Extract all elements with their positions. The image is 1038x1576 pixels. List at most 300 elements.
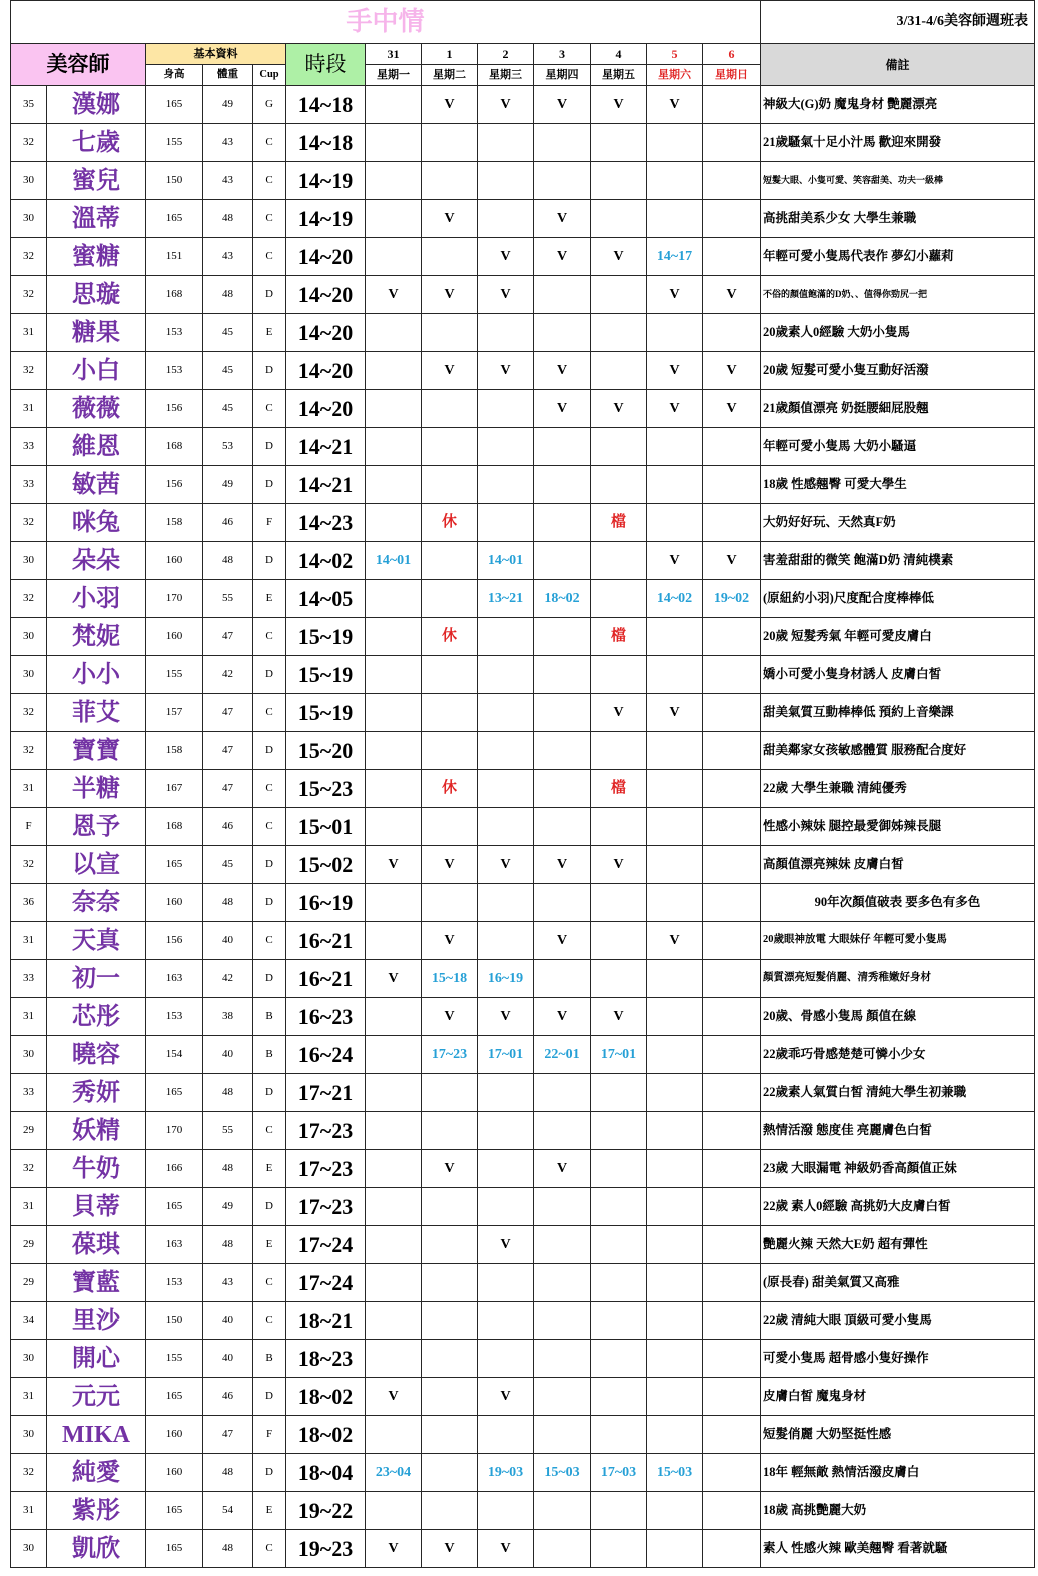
- note-text: 高挑甜美系少女 大學生兼職: [761, 200, 1035, 238]
- shift-cell: [534, 1492, 591, 1530]
- weight-value: 45: [203, 314, 253, 352]
- shift-cell: 17~03: [591, 1454, 647, 1492]
- note-text: 20歲素人0經驗 大奶小隻馬: [761, 314, 1035, 352]
- height-value: 165: [146, 200, 203, 238]
- beautician-name: 蜜糖: [47, 238, 146, 276]
- shift-cell: [703, 1036, 761, 1074]
- weight-value: 42: [203, 656, 253, 694]
- age-value: 32: [11, 352, 47, 390]
- cup-value: E: [253, 580, 286, 618]
- time-slot: 15~19: [286, 694, 366, 732]
- shift-cell: [366, 998, 422, 1036]
- shift-cell: [422, 1340, 478, 1378]
- weight-value: 48: [203, 1150, 253, 1188]
- beautician-name: 寶藍: [47, 1264, 146, 1302]
- column-header-date: 3: [534, 44, 591, 65]
- shift-cell: V: [422, 276, 478, 314]
- shift-cell: V: [366, 846, 422, 884]
- column-header-weekday: 星期四: [534, 65, 591, 86]
- shift-cell: [478, 922, 534, 960]
- age-value: 30: [11, 1036, 47, 1074]
- shift-cell: [422, 808, 478, 846]
- shift-cell: [647, 998, 703, 1036]
- height-value: 158: [146, 732, 203, 770]
- beautician-name: 元元: [47, 1378, 146, 1416]
- column-header-date: 31: [366, 44, 422, 65]
- shift-cell: [703, 428, 761, 466]
- shift-cell: [366, 656, 422, 694]
- shift-cell: V: [591, 846, 647, 884]
- height-value: 166: [146, 1150, 203, 1188]
- time-slot: 14~20: [286, 352, 366, 390]
- shift-cell: 19~02: [703, 580, 761, 618]
- shift-cell: V: [647, 276, 703, 314]
- time-slot: 15~23: [286, 770, 366, 808]
- beautician-name: 秀妍: [47, 1074, 146, 1112]
- beautician-name: 漢娜: [47, 86, 146, 124]
- shift-cell: [534, 504, 591, 542]
- shift-cell: [591, 1188, 647, 1226]
- shift-cell: [647, 618, 703, 656]
- time-slot: 17~23: [286, 1188, 366, 1226]
- shift-cell: [647, 1530, 703, 1568]
- height-value: 160: [146, 1454, 203, 1492]
- shift-cell: V: [422, 846, 478, 884]
- shift-cell: V: [478, 1378, 534, 1416]
- height-value: 165: [146, 846, 203, 884]
- cup-value: D: [253, 428, 286, 466]
- shift-cell: [591, 1492, 647, 1530]
- time-slot: 14~19: [286, 162, 366, 200]
- time-slot: 14~23: [286, 504, 366, 542]
- weight-value: 47: [203, 770, 253, 808]
- shift-cell: [366, 694, 422, 732]
- note-text: (原紐約小羽)尺度配合度棒棒低: [761, 580, 1035, 618]
- time-slot: 18~02: [286, 1416, 366, 1454]
- shift-cell: V: [647, 352, 703, 390]
- age-value: 31: [11, 922, 47, 960]
- note-text: 甜美鄰家女孩敏感體質 服務配合度好: [761, 732, 1035, 770]
- height-value: 165: [146, 1378, 203, 1416]
- shift-cell: [647, 1340, 703, 1378]
- shift-cell: [703, 656, 761, 694]
- shift-cell: [534, 732, 591, 770]
- shift-cell: [703, 504, 761, 542]
- column-header-notes: 備註: [761, 44, 1035, 86]
- shift-cell: V: [647, 542, 703, 580]
- note-text: 22歲乖巧骨感楚楚可憐小少女: [761, 1036, 1035, 1074]
- shift-cell: V: [478, 238, 534, 276]
- weight-value: 55: [203, 1112, 253, 1150]
- shift-cell: [478, 466, 534, 504]
- cup-value: D: [253, 466, 286, 504]
- shift-cell: [591, 1416, 647, 1454]
- shift-cell: V: [366, 276, 422, 314]
- time-slot: 18~23: [286, 1340, 366, 1378]
- beautician-name: 半糖: [47, 770, 146, 808]
- note-text: 害羞甜甜的微笑 飽滿D奶 清純樸素: [761, 542, 1035, 580]
- shift-cell: [422, 390, 478, 428]
- shift-cell: V: [591, 238, 647, 276]
- shift-cell: [591, 276, 647, 314]
- note-text: 皮膚白皙 魔鬼身材: [761, 1378, 1035, 1416]
- weight-value: 45: [203, 846, 253, 884]
- cup-value: C: [253, 1264, 286, 1302]
- age-value: 36: [11, 884, 47, 922]
- shift-cell: [591, 580, 647, 618]
- beautician-name: 初一: [47, 960, 146, 998]
- age-value: 29: [11, 1264, 47, 1302]
- shift-cell: 13~21: [478, 580, 534, 618]
- shift-cell: [366, 428, 422, 466]
- column-header-weekday: 星期二: [422, 65, 478, 86]
- time-slot: 15~20: [286, 732, 366, 770]
- shift-cell: [422, 694, 478, 732]
- note-text: 年輕可愛小隻馬 大奶小騷逼: [761, 428, 1035, 466]
- shift-cell: [647, 770, 703, 808]
- time-slot: 15~19: [286, 618, 366, 656]
- shift-cell: [591, 314, 647, 352]
- shift-cell: V: [478, 846, 534, 884]
- note-text: 21歲騷氣十足小汁馬 歡迎來開發: [761, 124, 1035, 162]
- note-text: 20歲 短髮秀氣 年輕可愛皮膚白: [761, 618, 1035, 656]
- shift-cell: [647, 732, 703, 770]
- shift-cell: [647, 656, 703, 694]
- age-value: 32: [11, 580, 47, 618]
- shift-cell: [366, 922, 422, 960]
- note-text: 性感小辣妹 腿控最愛御姊辣長腿: [761, 808, 1035, 846]
- shift-cell: 18~02: [534, 580, 591, 618]
- shift-cell: [703, 694, 761, 732]
- note-text: 21歲顏值漂亮 奶挺腰細屁股翹: [761, 390, 1035, 428]
- column-header-weight: 體重: [203, 65, 253, 86]
- shift-cell: [591, 542, 647, 580]
- weight-value: 46: [203, 808, 253, 846]
- shift-cell: [591, 1264, 647, 1302]
- shift-cell: [703, 200, 761, 238]
- shift-cell: [422, 1188, 478, 1226]
- cup-value: D: [253, 884, 286, 922]
- cup-value: C: [253, 808, 286, 846]
- shift-cell: [703, 466, 761, 504]
- shift-cell: [478, 1302, 534, 1340]
- time-slot: 14~05: [286, 580, 366, 618]
- shift-cell: [422, 1226, 478, 1264]
- weight-value: 46: [203, 504, 253, 542]
- shift-cell: [647, 200, 703, 238]
- weight-value: 49: [203, 86, 253, 124]
- weight-value: 43: [203, 162, 253, 200]
- shift-cell: [534, 1340, 591, 1378]
- height-value: 170: [146, 580, 203, 618]
- time-slot: 16~19: [286, 884, 366, 922]
- beautician-name: 菲艾: [47, 694, 146, 732]
- age-value: 33: [11, 960, 47, 998]
- note-text: 短髮大眼、小隻可愛、笑容甜美、功夫一級棒: [761, 162, 1035, 200]
- shift-cell: [534, 960, 591, 998]
- shift-cell: [534, 314, 591, 352]
- shift-cell: [422, 1264, 478, 1302]
- shift-cell: 休: [422, 618, 478, 656]
- shift-cell: 17~01: [478, 1036, 534, 1074]
- note-text: 18歲 性感翹臀 可愛大學生: [761, 466, 1035, 504]
- age-value: 33: [11, 466, 47, 504]
- time-slot: 15~01: [286, 808, 366, 846]
- shift-cell: V: [534, 846, 591, 884]
- cup-value: B: [253, 1340, 286, 1378]
- shift-cell: [478, 618, 534, 656]
- time-slot: 16~24: [286, 1036, 366, 1074]
- shift-cell: [534, 618, 591, 656]
- note-text: 18歲 高挑艷麗大奶: [761, 1492, 1035, 1530]
- shift-cell: [647, 428, 703, 466]
- height-value: 165: [146, 1188, 203, 1226]
- weight-value: 55: [203, 580, 253, 618]
- cup-value: D: [253, 276, 286, 314]
- shift-cell: [422, 1112, 478, 1150]
- shift-cell: [591, 428, 647, 466]
- time-slot: 14~21: [286, 428, 366, 466]
- shift-cell: [534, 1188, 591, 1226]
- weight-value: 48: [203, 884, 253, 922]
- shift-cell: [366, 162, 422, 200]
- cup-value: D: [253, 846, 286, 884]
- shift-cell: [366, 580, 422, 618]
- weight-value: 47: [203, 694, 253, 732]
- height-value: 160: [146, 1416, 203, 1454]
- shift-cell: [478, 884, 534, 922]
- beautician-name: 敏茜: [47, 466, 146, 504]
- column-header-date: 6: [703, 44, 761, 65]
- age-value: 34: [11, 1302, 47, 1340]
- beautician-name: 咪兔: [47, 504, 146, 542]
- shift-cell: [534, 1530, 591, 1568]
- shift-cell: [591, 922, 647, 960]
- height-value: 155: [146, 124, 203, 162]
- shift-cell: [366, 808, 422, 846]
- time-slot: 18~04: [286, 1454, 366, 1492]
- beautician-name: 小白: [47, 352, 146, 390]
- note-text: 20歲、骨感小隻馬 顏值在線: [761, 998, 1035, 1036]
- shift-cell: [703, 846, 761, 884]
- note-text: 20歲眼神放電 大眼妹仔 年輕可愛小隻馬: [761, 922, 1035, 960]
- column-header-date: 2: [478, 44, 534, 65]
- shift-cell: [534, 1302, 591, 1340]
- shift-cell: [591, 960, 647, 998]
- cup-value: E: [253, 1150, 286, 1188]
- note-text: 嬌小可愛小隻身材誘人 皮膚白皙: [761, 656, 1035, 694]
- shift-cell: [591, 808, 647, 846]
- column-header-height: 身高: [146, 65, 203, 86]
- age-value: 32: [11, 1150, 47, 1188]
- shift-cell: [703, 124, 761, 162]
- weight-value: 46: [203, 1378, 253, 1416]
- height-value: 168: [146, 808, 203, 846]
- cup-value: C: [253, 1530, 286, 1568]
- shift-cell: [534, 276, 591, 314]
- beautician-name: 小小: [47, 656, 146, 694]
- shift-cell: V: [422, 200, 478, 238]
- shift-cell: V: [478, 352, 534, 390]
- cup-value: D: [253, 542, 286, 580]
- shift-cell: [366, 314, 422, 352]
- age-value: F: [11, 808, 47, 846]
- shift-cell: [647, 1492, 703, 1530]
- shift-cell: [703, 808, 761, 846]
- shift-cell: [534, 808, 591, 846]
- weight-value: 48: [203, 1454, 253, 1492]
- beautician-name: MIKA: [47, 1416, 146, 1454]
- beautician-name: 妖精: [47, 1112, 146, 1150]
- shift-cell: 19~03: [478, 1454, 534, 1492]
- shift-cell: [534, 1264, 591, 1302]
- shift-cell: [534, 428, 591, 466]
- shift-cell: V: [534, 922, 591, 960]
- shift-cell: 14~01: [478, 542, 534, 580]
- cup-value: C: [253, 162, 286, 200]
- cup-value: D: [253, 352, 286, 390]
- shift-cell: [534, 1226, 591, 1264]
- shift-cell: [647, 466, 703, 504]
- shift-cell: [647, 884, 703, 922]
- shift-cell: [703, 1416, 761, 1454]
- shift-cell: V: [422, 1530, 478, 1568]
- cup-value: C: [253, 922, 286, 960]
- age-value: 30: [11, 1340, 47, 1378]
- height-value: 165: [146, 1492, 203, 1530]
- age-value: 30: [11, 656, 47, 694]
- shift-cell: 檔: [591, 504, 647, 542]
- column-header-basic-info: 基本資料: [146, 44, 286, 65]
- column-header-weekday: 星期日: [703, 65, 761, 86]
- shift-cell: [647, 504, 703, 542]
- height-value: 165: [146, 1074, 203, 1112]
- height-value: 153: [146, 1264, 203, 1302]
- cup-value: C: [253, 200, 286, 238]
- age-value: 31: [11, 1492, 47, 1530]
- shift-cell: [422, 238, 478, 276]
- height-value: 156: [146, 922, 203, 960]
- shift-cell: V: [422, 998, 478, 1036]
- shift-cell: [647, 1378, 703, 1416]
- shift-cell: [534, 694, 591, 732]
- shift-cell: [366, 1302, 422, 1340]
- time-slot: 14~20: [286, 390, 366, 428]
- cup-value: C: [253, 1302, 286, 1340]
- shift-cell: [591, 352, 647, 390]
- note-text: 22歲 素人0經驗 高挑奶大皮膚白皙: [761, 1188, 1035, 1226]
- shift-cell: [703, 884, 761, 922]
- time-slot: 14~20: [286, 238, 366, 276]
- age-value: 32: [11, 238, 47, 276]
- height-value: 168: [146, 276, 203, 314]
- shift-cell: V: [366, 960, 422, 998]
- shift-cell: [591, 1112, 647, 1150]
- age-value: 32: [11, 124, 47, 162]
- shift-cell: V: [478, 1530, 534, 1568]
- shift-cell: V: [703, 542, 761, 580]
- shift-cell: [703, 1150, 761, 1188]
- shift-cell: [647, 1188, 703, 1226]
- shift-cell: [366, 732, 422, 770]
- shift-cell: 22~01: [534, 1036, 591, 1074]
- column-header-weekday: 星期六: [647, 65, 703, 86]
- shift-cell: [703, 732, 761, 770]
- shift-cell: [478, 770, 534, 808]
- column-header-weekday: 星期三: [478, 65, 534, 86]
- column-header-date: 4: [591, 44, 647, 65]
- note-text: 可愛小隻馬 超骨感小隻好操作: [761, 1340, 1035, 1378]
- shift-cell: [422, 732, 478, 770]
- beautician-name: 芯彤: [47, 998, 146, 1036]
- shift-cell: [534, 1416, 591, 1454]
- shift-cell: 17~01: [591, 1036, 647, 1074]
- weight-value: 48: [203, 1530, 253, 1568]
- height-value: 151: [146, 238, 203, 276]
- age-value: 30: [11, 200, 47, 238]
- shift-cell: [591, 466, 647, 504]
- time-slot: 19~23: [286, 1530, 366, 1568]
- note-text: 短髮俏麗 大奶堅挺性感: [761, 1416, 1035, 1454]
- height-value: 163: [146, 1226, 203, 1264]
- time-slot: 14~20: [286, 276, 366, 314]
- age-value: 30: [11, 618, 47, 656]
- age-value: 32: [11, 1454, 47, 1492]
- weight-value: 48: [203, 1226, 253, 1264]
- height-value: 150: [146, 1302, 203, 1340]
- beautician-name: 牛奶: [47, 1150, 146, 1188]
- beautician-name: 薇薇: [47, 390, 146, 428]
- weight-value: 42: [203, 960, 253, 998]
- shift-cell: [647, 1036, 703, 1074]
- shift-cell: [591, 1340, 647, 1378]
- age-value: 32: [11, 732, 47, 770]
- note-text: 熱情活潑 態度佳 亮麗膚色白皙: [761, 1112, 1035, 1150]
- shift-cell: [478, 1188, 534, 1226]
- shift-cell: 15~18: [422, 960, 478, 998]
- shift-cell: [703, 1074, 761, 1112]
- shift-cell: [703, 922, 761, 960]
- time-slot: 14~02: [286, 542, 366, 580]
- age-value: 31: [11, 998, 47, 1036]
- shift-cell: [422, 428, 478, 466]
- shift-cell: [534, 1112, 591, 1150]
- shift-cell: V: [591, 390, 647, 428]
- note-text: 不俗的顏值飽滿的D奶、、值得你勁尻一把: [761, 276, 1035, 314]
- weight-value: 45: [203, 390, 253, 428]
- shift-cell: [591, 1226, 647, 1264]
- cup-value: C: [253, 694, 286, 732]
- time-slot: 17~24: [286, 1264, 366, 1302]
- cup-value: D: [253, 656, 286, 694]
- cup-value: C: [253, 618, 286, 656]
- shift-cell: [366, 200, 422, 238]
- shift-cell: [703, 1454, 761, 1492]
- note-text: 顏質漂亮短髮俏麗、清秀稚嫩好身材: [761, 960, 1035, 998]
- age-value: 35: [11, 86, 47, 124]
- weight-value: 49: [203, 466, 253, 504]
- weight-value: 53: [203, 428, 253, 466]
- shift-cell: [478, 1074, 534, 1112]
- shift-cell: [703, 314, 761, 352]
- shift-cell: 17~23: [422, 1036, 478, 1074]
- shift-cell: [591, 200, 647, 238]
- weight-value: 43: [203, 1264, 253, 1302]
- shift-cell: 15~03: [534, 1454, 591, 1492]
- shift-cell: [366, 1112, 422, 1150]
- age-value: 32: [11, 846, 47, 884]
- shift-cell: 14~01: [366, 542, 422, 580]
